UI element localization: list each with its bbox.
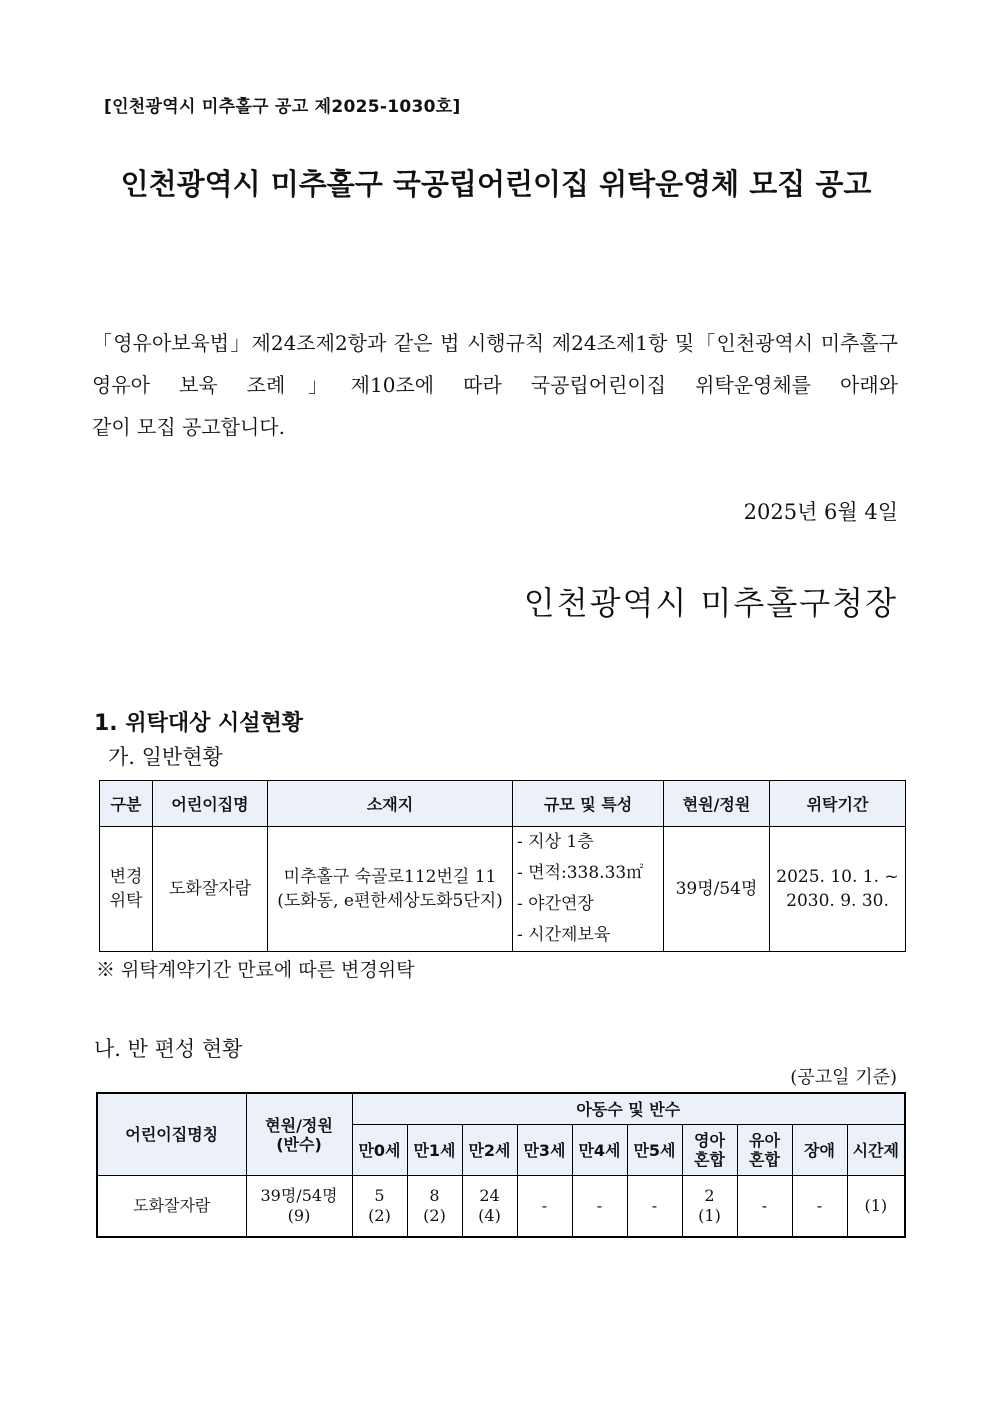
header-line: 만4세 — [578, 1140, 621, 1160]
capacity-line: (9) — [287, 1206, 311, 1225]
header-line: 만3세 — [523, 1140, 566, 1160]
features-cell — [513, 827, 664, 952]
class-count-cell — [737, 1176, 792, 1238]
class-column-header — [352, 1125, 407, 1176]
subsection-heading-general: 가. 일반현황 — [108, 745, 223, 769]
class-count-cell — [627, 1176, 682, 1238]
class-column-header — [847, 1125, 905, 1176]
subsection-heading-classes: 나. 반 편성 현황 — [94, 1037, 243, 1061]
header-line: 영아 — [694, 1131, 725, 1150]
count-line: - — [596, 1196, 603, 1215]
table-header-group: 아동수 및 반수 — [352, 1093, 905, 1125]
table-header: 어린이집명 — [153, 781, 268, 827]
address-line: 미추홀구 숙골로112번길 11 — [283, 867, 497, 887]
class-count-cell — [682, 1176, 737, 1238]
capacity-cell — [246, 1176, 352, 1238]
class-column-header — [572, 1125, 627, 1176]
table-header: 소재지 — [268, 781, 513, 827]
basis-note: (공고일 기준) — [790, 1067, 897, 1088]
period-cell — [770, 827, 906, 952]
count-line: 2 — [704, 1186, 715, 1205]
type-line: 변경 — [109, 867, 143, 887]
header-line: 장애 — [804, 1140, 835, 1160]
table-note: ※ 위탁계약기간 만료에 따른 변경위탁 — [96, 959, 415, 981]
class-table — [96, 1092, 906, 1238]
header-line: 혼합 — [694, 1150, 725, 1169]
period-line: 2030. 9. 30. — [786, 891, 889, 911]
page-title: 인천광역시 미추홀구 국공립어린이집 위탁운영체 모집 공고 — [120, 167, 872, 201]
address-line: (도화동, e편한세상도화5단지) — [277, 891, 503, 911]
count-line: (2) — [423, 1206, 446, 1225]
table-header: 현원/정원 — [664, 781, 770, 827]
class-column-header — [517, 1125, 572, 1176]
intro-paragraph-last-line: 같이 모집 공고합니다. — [92, 415, 285, 439]
address-cell — [268, 827, 513, 952]
class-count-cell — [847, 1176, 905, 1238]
table-header-row — [97, 1093, 905, 1125]
name-cell: 도화잘자람 — [153, 827, 268, 952]
header-line: 시간제 — [852, 1140, 899, 1160]
notice-date: 2025년 6월 4일 — [743, 500, 898, 524]
count-line: 5 — [374, 1186, 385, 1205]
table-header — [246, 1093, 352, 1176]
count-line: 24 — [479, 1186, 500, 1205]
facility-table — [99, 780, 906, 952]
class-column-header — [407, 1125, 462, 1176]
section-heading: 1. 위탁대상 시설현황 — [94, 711, 303, 736]
class-column-header — [462, 1125, 517, 1176]
count-line: (1) — [864, 1196, 888, 1215]
table-row — [97, 1176, 905, 1238]
count-line: - — [761, 1196, 768, 1215]
capacity-line: 39명/54명 — [260, 1186, 338, 1205]
header-line: 만1세 — [413, 1140, 456, 1160]
count-line: (2) — [368, 1206, 391, 1225]
class-count-cell — [517, 1176, 572, 1238]
header-line: 유아 — [749, 1131, 780, 1150]
count-line: (4) — [478, 1206, 501, 1225]
count-line: 8 — [429, 1186, 440, 1205]
header-line: 만2세 — [468, 1140, 511, 1160]
table-row — [100, 827, 906, 952]
feature-item: - 시간제보육 — [517, 925, 611, 945]
issuer-name: 인천광역시 미추홀구청장 — [523, 584, 898, 622]
class-column-header — [737, 1125, 792, 1176]
header-line: 현원/정원 — [265, 1115, 333, 1135]
capacity-cell: 39명/54명 — [664, 827, 770, 952]
period-line: 2025. 10. 1. ~ — [776, 867, 899, 887]
feature-item: - 야간연장 — [517, 894, 594, 914]
class-column-header — [627, 1125, 682, 1176]
count-line: - — [651, 1196, 658, 1215]
count-line: - — [541, 1196, 548, 1215]
type-line: 위탁 — [109, 891, 143, 911]
table-header-row — [100, 781, 906, 827]
count-line: (1) — [698, 1206, 721, 1225]
header-line: 혼합 — [749, 1150, 780, 1169]
table-header: 규모 및 특성 — [513, 781, 664, 827]
class-column-header — [682, 1125, 737, 1176]
header-line: 만5세 — [633, 1140, 676, 1160]
feature-item: - 지상 1층 — [517, 832, 594, 852]
intro-paragraph: 「영유아보육법」제24조제2항과 같은 법 시행규칙 제24조제1항 및「인천광역시 미추홀구 영유아 보육 조례」제10조에 따라 국공립어린이집 위탁운영체를 아래와 — [92, 331, 898, 397]
count-line: - — [816, 1196, 823, 1215]
class-column-header — [792, 1125, 847, 1176]
feature-item: - 면적:338.33㎡ — [517, 863, 644, 883]
table-header: 어린이집명칭 — [97, 1093, 246, 1176]
header-line: 만0세 — [358, 1140, 401, 1160]
class-count-cell — [462, 1176, 517, 1238]
class-count-cell — [572, 1176, 627, 1238]
class-count-cell — [792, 1176, 847, 1238]
class-count-cell — [407, 1176, 462, 1238]
type-cell — [100, 827, 153, 952]
notice-number: [인천광역시 미추홀구 공고 제2025-1030호] — [104, 97, 461, 117]
table-header: 구분 — [100, 781, 153, 827]
class-count-cell — [352, 1176, 407, 1238]
name-cell: 도화잘자람 — [97, 1176, 246, 1238]
header-line: (반수) — [276, 1134, 322, 1154]
table-header: 위탁기간 — [770, 781, 906, 827]
